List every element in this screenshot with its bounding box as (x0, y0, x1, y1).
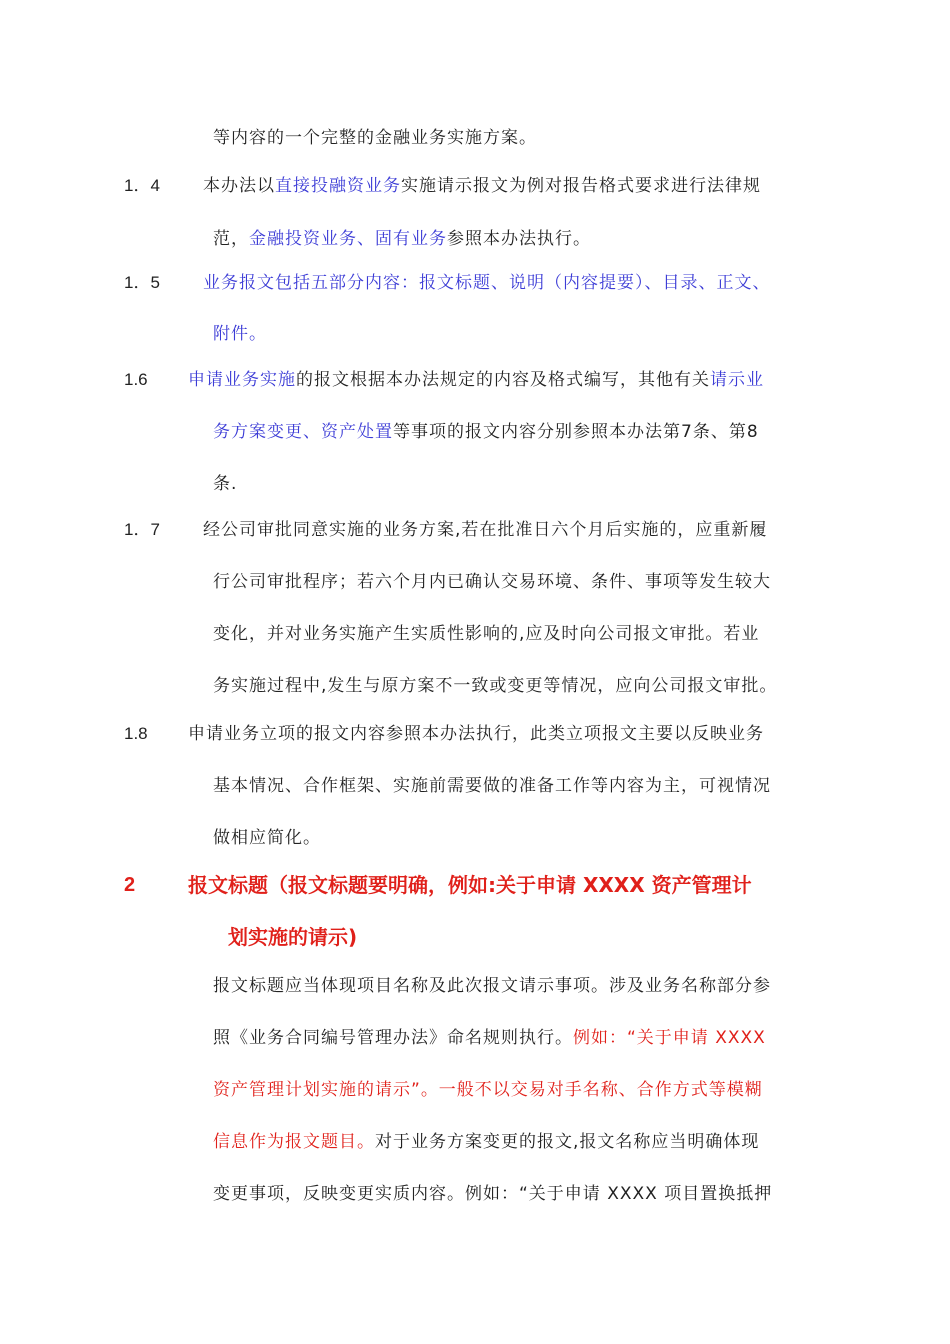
example-span: 信息作为报文题目。 (213, 1132, 375, 1152)
text-line: 经公司审批同意实施的业务方案,若在批准日六个月后实施的，应重新履 (203, 520, 768, 540)
text-span: 对于业务方案变更的报文,报文名称应当明确体现 (375, 1132, 760, 1152)
text-line: 变化，并对业务实施产生实质性影响的,应及时向公司报文审批。若业 (213, 624, 760, 644)
highlight-span: 金融投资业务、固有业务 (249, 229, 447, 249)
section-number-1-6: 1.6 (124, 370, 148, 389)
text-span: 实施请示报文为例对报告格式要求进行法律规 (401, 176, 761, 196)
text-span: 的报文根据本办法规定的内容及格式编写，其他有关 (296, 370, 710, 390)
text-line (188, 368, 764, 392)
highlight-span: 申请业务实施 (188, 370, 296, 390)
text-line (213, 1130, 759, 1154)
section-number-1-8: 1.8 (124, 724, 148, 743)
highlight-span: 直接投融资业务 (275, 176, 401, 196)
section-heading: 报文标题（报文标题要明确，例如:关于申请 XXXX 资产管理计 (188, 873, 752, 897)
highlight-span: 请示业 (710, 370, 764, 390)
section-heading-continued: 划实施的请示) (228, 925, 358, 949)
example-span: 例如：“关于申请 XXXX (573, 1028, 766, 1048)
text-line (213, 420, 759, 444)
text-span: 等事项的报文内容分别参照本办法第7条、第8 (393, 422, 759, 442)
highlight-span: 务方案变更、资产处置 (213, 422, 393, 442)
text-line: 变更事项，反映变更实质内容。例如：“关于申请 XXXX 项目置换抵押 (213, 1184, 773, 1204)
section-number-1-5: 1．5 (124, 273, 160, 292)
text-line: 附件。 (213, 324, 267, 344)
text-line: 业务报文包括五部分内容：报文标题、说明（内容提要）、目录、正文、 (203, 273, 771, 293)
text-line: 条. (213, 474, 238, 494)
section-number-1-4: 1．4 (124, 176, 160, 195)
heading-number: 2 (124, 874, 136, 896)
text-line: 报文标题应当体现项目名称及此次报文请示事项。涉及业务名称部分参 (213, 976, 771, 996)
text-line (203, 174, 761, 198)
text-line: 行公司审批程序；若六个月内已确认交易环境、条件、事项等发生较大 (213, 572, 771, 592)
text-line (213, 1078, 763, 1102)
text-line: 基本情况、合作框架、实施前需要做的准备工作等内容为主，可视情况 (213, 776, 771, 796)
text-line (213, 1026, 766, 1050)
text-line (213, 227, 591, 251)
text-span: 照《业务合同编号管理办法》命名规则执行。 (213, 1028, 573, 1048)
text-line: 申请业务立项的报文内容参照本办法执行，此类立项报文主要以反映业务 (188, 724, 764, 744)
text-span: 本办法以 (203, 176, 275, 196)
text-line: 务实施过程中,发生与原方案不一致或变更等情况，应向公司报文审批。 (213, 676, 778, 696)
text-line: 等内容的一个完整的金融业务实施方案。 (213, 128, 537, 148)
example-span: 资产管理计划实施的请示” (213, 1080, 421, 1100)
section-number-1-7: 1．7 (124, 520, 160, 539)
example-span: 。一般不以交易对手名称、合作方式等模糊 (420, 1080, 763, 1100)
text-span: 参照本办法执行。 (447, 229, 591, 249)
text-line: 做相应简化。 (213, 828, 321, 848)
text-span: 范， (213, 229, 249, 249)
